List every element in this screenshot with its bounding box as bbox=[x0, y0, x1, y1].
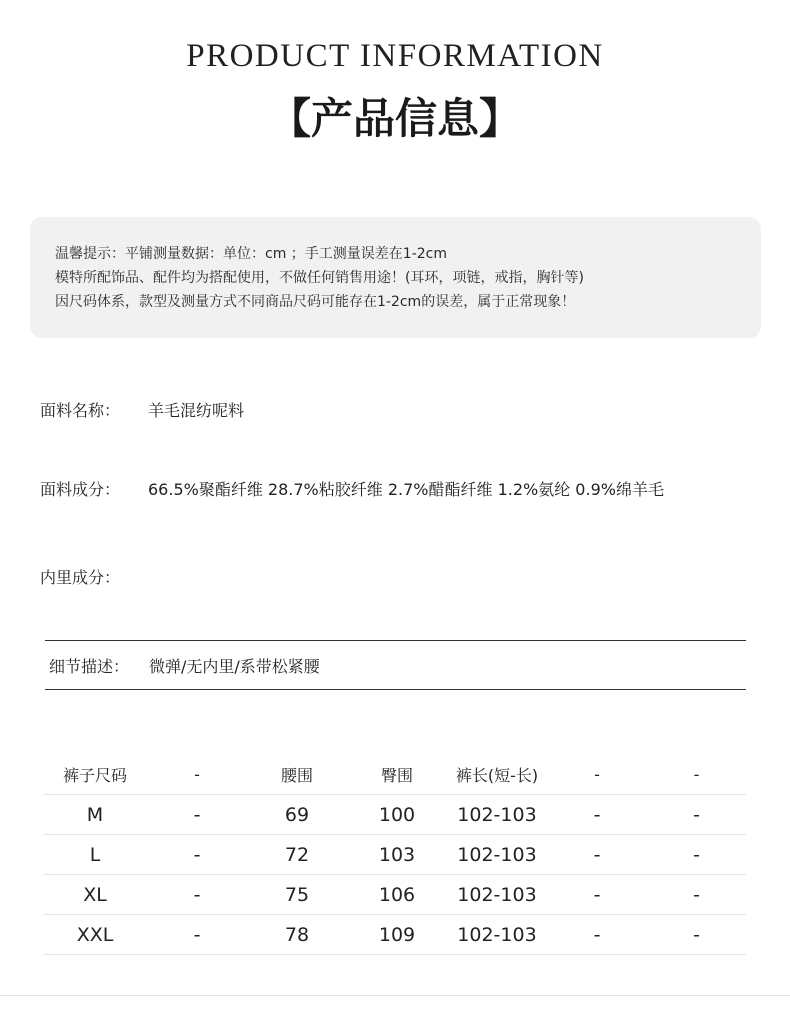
cell-blank: - bbox=[547, 795, 647, 835]
details-row bbox=[49, 654, 320, 677]
header-hip: 臀围 bbox=[347, 755, 447, 795]
cell-waist: 78 bbox=[247, 915, 347, 955]
size-table bbox=[43, 755, 746, 955]
cell-blank: - bbox=[547, 835, 647, 875]
cell-blank: - bbox=[547, 875, 647, 915]
header-waist: 腰围 bbox=[247, 755, 347, 795]
header-length: 裤长(短-长) bbox=[447, 755, 547, 795]
title-chinese: 【产品信息】 bbox=[268, 94, 521, 143]
fabric-name-label: 面料名称： bbox=[40, 401, 121, 420]
cell-blank: - bbox=[647, 795, 746, 835]
notice-line-measurement: 温馨提示：平铺测量数据：单位：cm ；手工测量误差在1-2cm bbox=[55, 246, 447, 262]
cell-size: L bbox=[43, 835, 147, 875]
notice-line-size-variance: 因尺码体系，款型及测量方式不同商品尺码可能存在1-2cm的误差，属于正常现象！ bbox=[55, 294, 576, 310]
cell-blank: - bbox=[147, 835, 247, 875]
cell-hip: 109 bbox=[347, 915, 447, 955]
details-value: 微弹/无内里/系带松紧腰 bbox=[149, 657, 320, 676]
cell-blank: - bbox=[647, 835, 746, 875]
cell-size: M bbox=[43, 795, 147, 835]
cell-blank: - bbox=[647, 915, 746, 955]
cell-blank: - bbox=[547, 915, 647, 955]
cell-waist: 75 bbox=[247, 875, 347, 915]
cell-blank: - bbox=[147, 915, 247, 955]
fabric-name-row bbox=[40, 398, 244, 421]
bottom-divider bbox=[0, 995, 790, 996]
header-size: 裤子尺码 bbox=[43, 755, 147, 795]
cell-blank: - bbox=[147, 795, 247, 835]
cell-waist: 69 bbox=[247, 795, 347, 835]
title-english: PRODUCT INFORMATION bbox=[186, 38, 604, 74]
notice-box bbox=[30, 217, 761, 338]
header-blank-1: - bbox=[147, 755, 247, 795]
cell-hip: 100 bbox=[347, 795, 447, 835]
header-blank-2: - bbox=[547, 755, 647, 795]
cell-length: 102-103 bbox=[447, 795, 547, 835]
lining-row bbox=[40, 565, 148, 588]
table-row bbox=[43, 795, 746, 835]
cell-hip: 106 bbox=[347, 875, 447, 915]
size-table-header bbox=[43, 755, 746, 795]
cell-waist: 72 bbox=[247, 835, 347, 875]
details-top-divider bbox=[45, 640, 746, 641]
cell-blank: - bbox=[647, 875, 746, 915]
header-blank-3: - bbox=[647, 755, 746, 795]
cell-hip: 103 bbox=[347, 835, 447, 875]
cell-blank: - bbox=[147, 875, 247, 915]
fabric-composition-label: 面料成分： bbox=[40, 480, 121, 499]
table-row bbox=[43, 835, 746, 875]
cell-length: 102-103 bbox=[447, 875, 547, 915]
notice-line-accessories: 模特所配饰品、配件均为搭配使用，不做任何销售用途！(耳环，项链，戒指，胸针等) bbox=[55, 270, 584, 286]
details-label: 细节描述： bbox=[49, 657, 130, 676]
fabric-name-value: 羊毛混纺呢料 bbox=[148, 401, 245, 420]
table-row bbox=[43, 875, 746, 915]
table-row bbox=[43, 915, 746, 955]
details-bottom-divider bbox=[45, 689, 746, 690]
fabric-composition-row bbox=[40, 477, 664, 500]
lining-label: 内里成分： bbox=[40, 568, 121, 587]
cell-size: XXL bbox=[43, 915, 147, 955]
fabric-composition-value: 66.5%聚酯纤维 28.7%粘胶纤维 2.7%醋酯纤维 1.2%氨纶 0.9%绵羊毛 bbox=[148, 480, 664, 499]
cell-size: XL bbox=[43, 875, 147, 915]
cell-length: 102-103 bbox=[447, 915, 547, 955]
cell-length: 102-103 bbox=[447, 835, 547, 875]
